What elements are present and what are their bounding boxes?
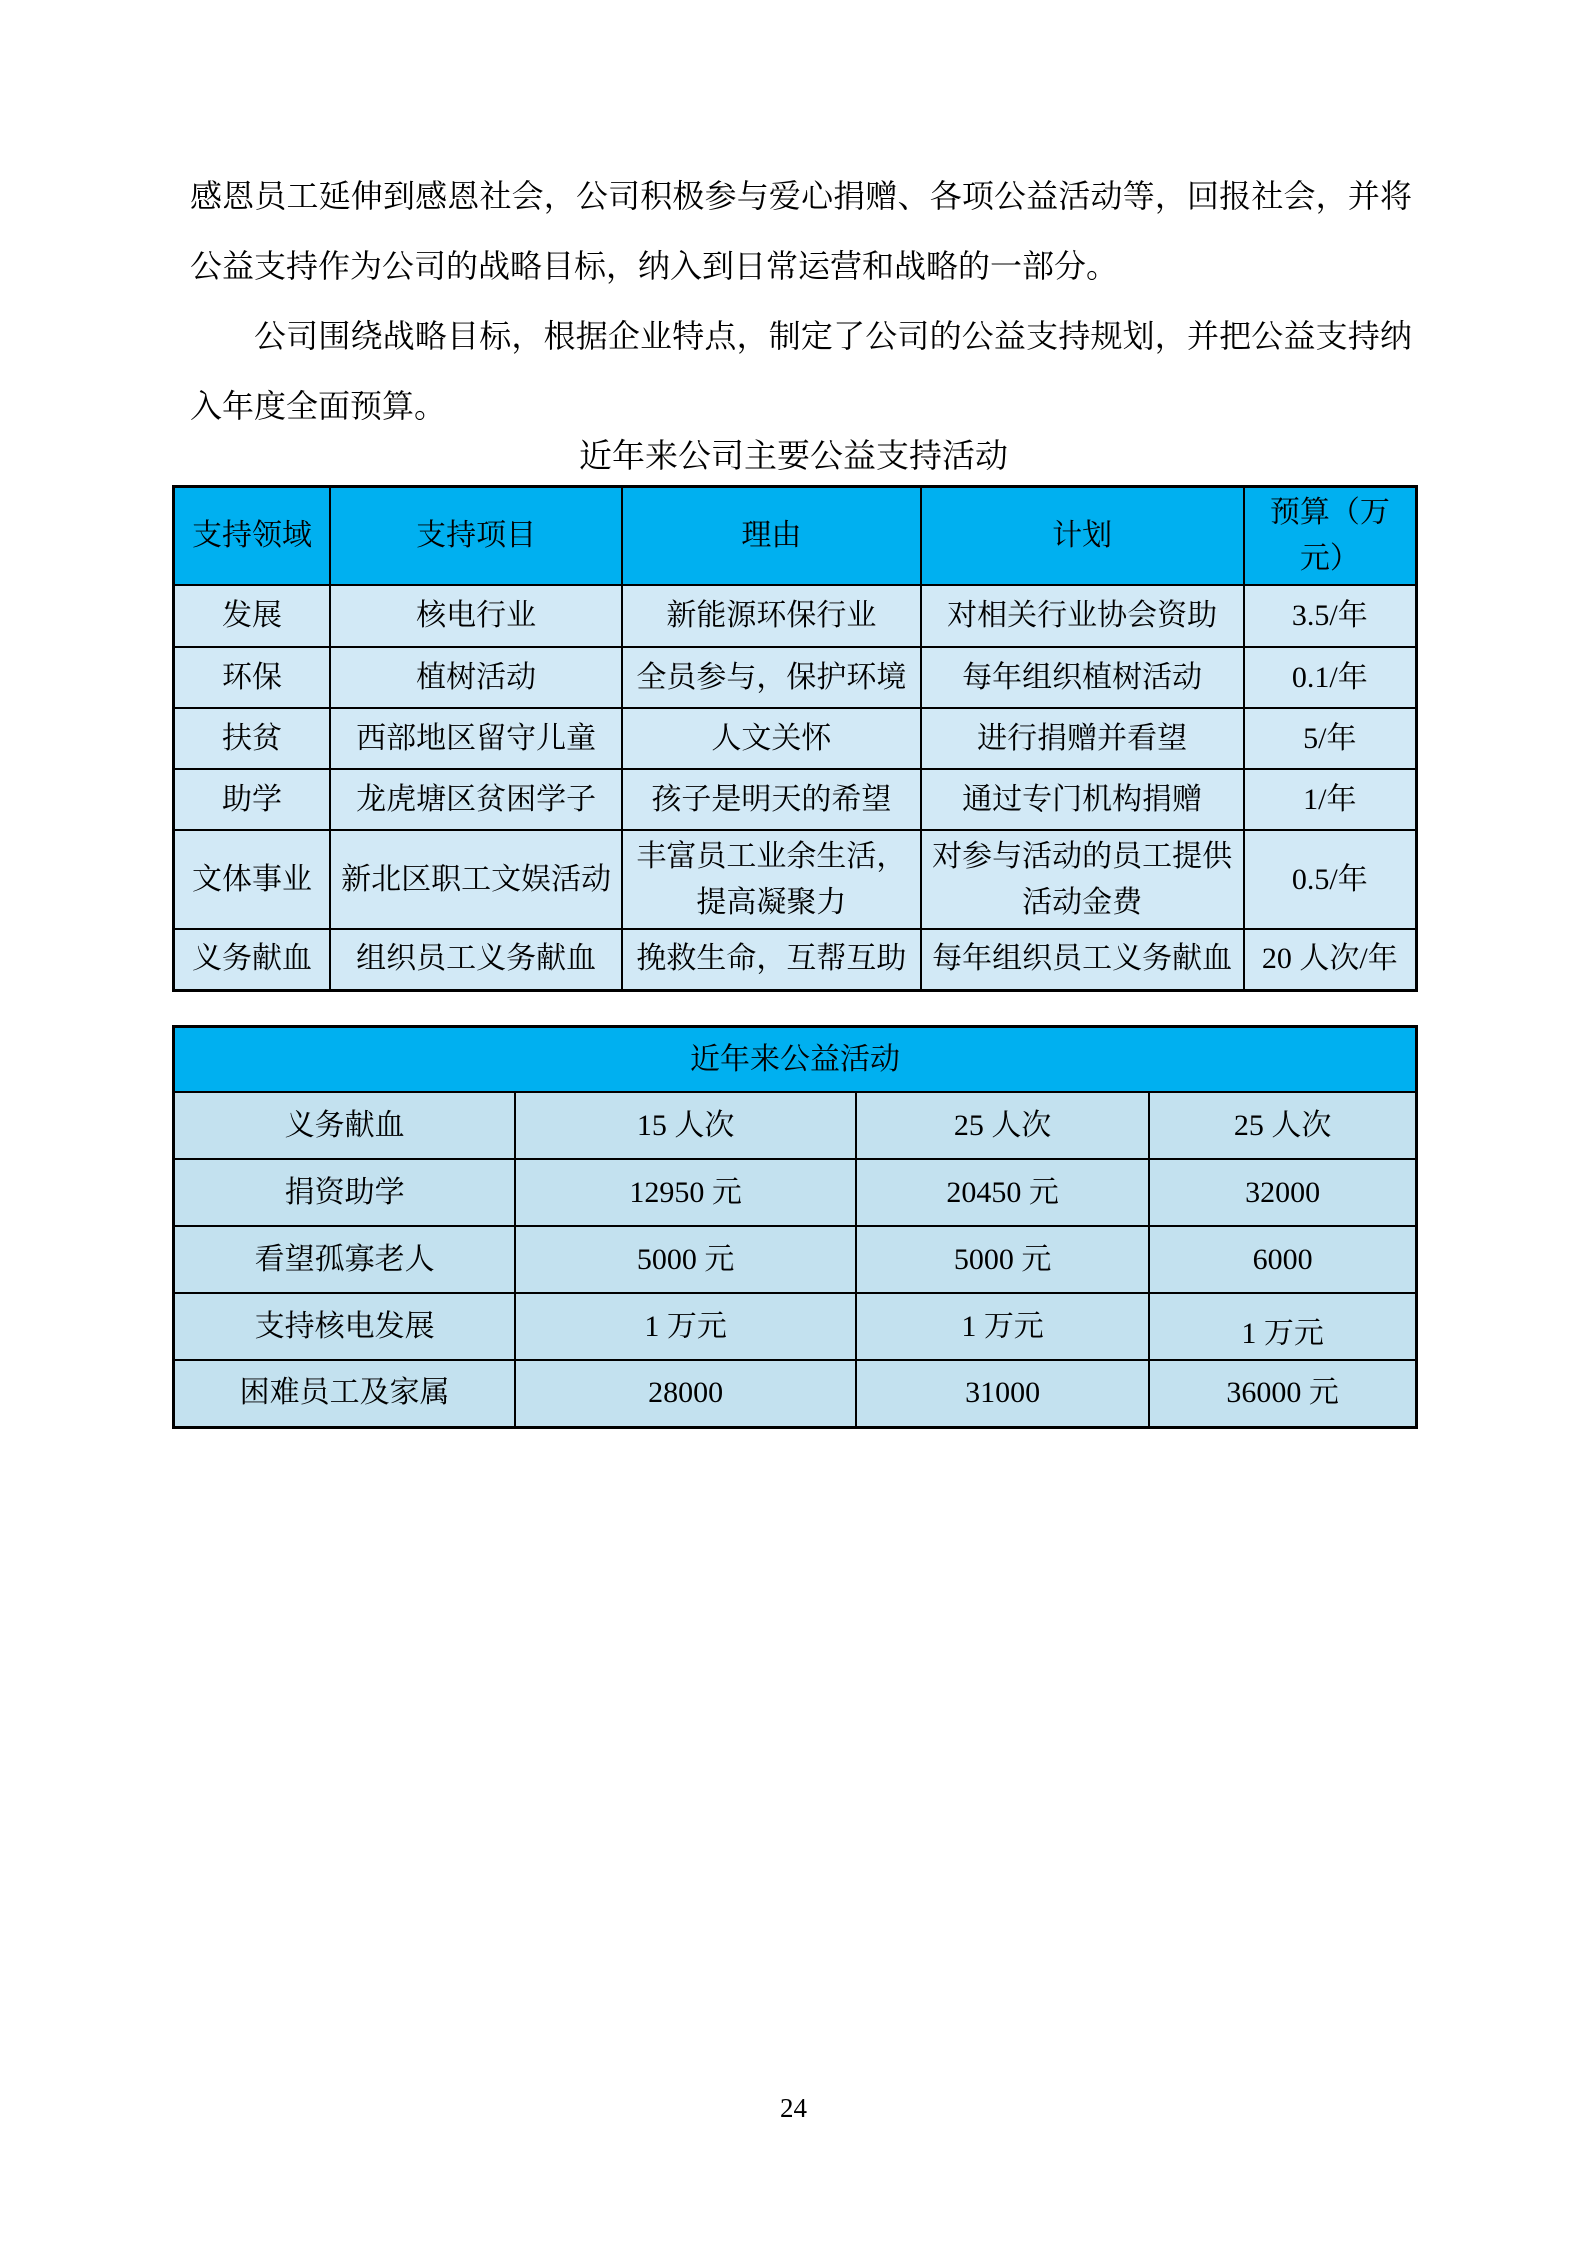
table-cell: 5/年	[1244, 708, 1417, 769]
table-cell: 1/年	[1244, 769, 1417, 830]
table-row	[174, 708, 1417, 769]
table-cell: 0.5/年	[1244, 830, 1417, 929]
table-cell: 20450 元	[856, 1159, 1149, 1226]
table-cell: 25 人次	[1149, 1092, 1416, 1159]
table-cell: 丰富员工业余生活，提高凝聚力	[622, 830, 920, 929]
table-cell: 32000	[1149, 1159, 1416, 1226]
body-paragraph-2: 公司围绕战略目标，根据企业特点，制定了公司的公益支持规划，并把公益支持纳入年度全面预算。	[190, 318, 1412, 424]
table-row	[174, 647, 1417, 708]
table-cell: 通过专门机构捐赠	[921, 769, 1244, 830]
table-cell: 义务献血	[174, 1092, 516, 1159]
table-row	[174, 1360, 1417, 1427]
table-cell: 文体事业	[174, 830, 331, 929]
table-cell: 3.5/年	[1244, 585, 1417, 647]
table-cell: 新北区职工文娱活动	[330, 830, 622, 929]
table-cell: 31000	[856, 1360, 1149, 1427]
recent-activities-table	[172, 1025, 1418, 1429]
table-cell: 西部地区留守儿童	[330, 708, 622, 769]
table-cell: 全员参与，保护环境	[622, 647, 920, 708]
table-cell: 助学	[174, 769, 331, 830]
body-paragraph-1: 感恩员工延伸到感恩社会，公司积极参与爱心捐赠、各项公益活动等，回报社会，并将公益支持作为公司的战略目标，纳入到日常运营和战略的一部分。	[190, 178, 1412, 284]
table-cell: 对参与活动的员工提供活动金费	[921, 830, 1244, 929]
column-header-plan: 计划	[921, 487, 1244, 586]
page-number: 24	[780, 2093, 807, 2123]
table2-title-cell: 近年来公益活动	[174, 1027, 1417, 1093]
table-row	[174, 830, 1417, 929]
table-cell: 捐资助学	[174, 1159, 516, 1226]
table-cell: 25 人次	[856, 1092, 1149, 1159]
table-cell: 义务献血	[174, 929, 331, 990]
table1-header-row	[174, 487, 1417, 586]
table-cell: 困难员工及家属	[174, 1360, 516, 1427]
table-cell: 1 万元	[515, 1293, 856, 1360]
column-header-reason: 理由	[622, 487, 920, 586]
table-cell: 5000 元	[515, 1226, 856, 1293]
column-header-support-project: 支持项目	[330, 487, 622, 586]
table-cell: 孩子是明天的希望	[622, 769, 920, 830]
table-cell: 新能源环保行业	[622, 585, 920, 647]
table-cell: 20 人次/年	[1244, 929, 1417, 990]
table-cell: 扶贫	[174, 708, 331, 769]
table-cell: 环保	[174, 647, 331, 708]
table-cell: 看望孤寡老人	[174, 1226, 516, 1293]
support-activities-table	[172, 485, 1418, 992]
table-cell: 发展	[174, 585, 331, 647]
table-cell: 每年组织植树活动	[921, 647, 1244, 708]
table-cell: 组织员工义务献血	[330, 929, 622, 990]
table-cell: 36000 元	[1149, 1360, 1416, 1427]
table-row	[174, 1159, 1417, 1226]
table-row	[174, 585, 1417, 647]
table-cell: 核电行业	[330, 585, 622, 647]
table-cell: 1 万元	[1149, 1293, 1416, 1360]
table-cell: 龙虎塘区贫困学子	[330, 769, 622, 830]
table-row	[174, 1226, 1417, 1293]
table-cell: 1 万元	[856, 1293, 1149, 1360]
table-cell: 每年组织员工义务献血	[921, 929, 1244, 990]
table-cell: 对相关行业协会资助	[921, 585, 1244, 647]
table-cell: 人文关怀	[622, 708, 920, 769]
column-header-support-area: 支持领域	[174, 487, 331, 586]
table1-title: 近年来公司主要公益支持活动	[579, 439, 1008, 475]
table-cell: 进行捐赠并看望	[921, 708, 1244, 769]
table2-header-row	[174, 1027, 1417, 1093]
table-cell: 挽救生命，互帮互助	[622, 929, 920, 990]
table-cell: 植树活动	[330, 647, 622, 708]
table-row	[174, 929, 1417, 990]
table-row	[174, 769, 1417, 830]
table-cell: 6000	[1149, 1226, 1416, 1293]
table-cell: 支持核电发展	[174, 1293, 516, 1360]
table-cell: 12950 元	[515, 1159, 856, 1226]
table-cell: 15 人次	[515, 1092, 856, 1159]
table-cell: 28000	[515, 1360, 856, 1427]
column-header-budget: 预算（万元）	[1244, 487, 1417, 586]
table-row	[174, 1092, 1417, 1159]
table-row	[174, 1293, 1417, 1360]
table-cell: 0.1/年	[1244, 647, 1417, 708]
table-cell: 5000 元	[856, 1226, 1149, 1293]
